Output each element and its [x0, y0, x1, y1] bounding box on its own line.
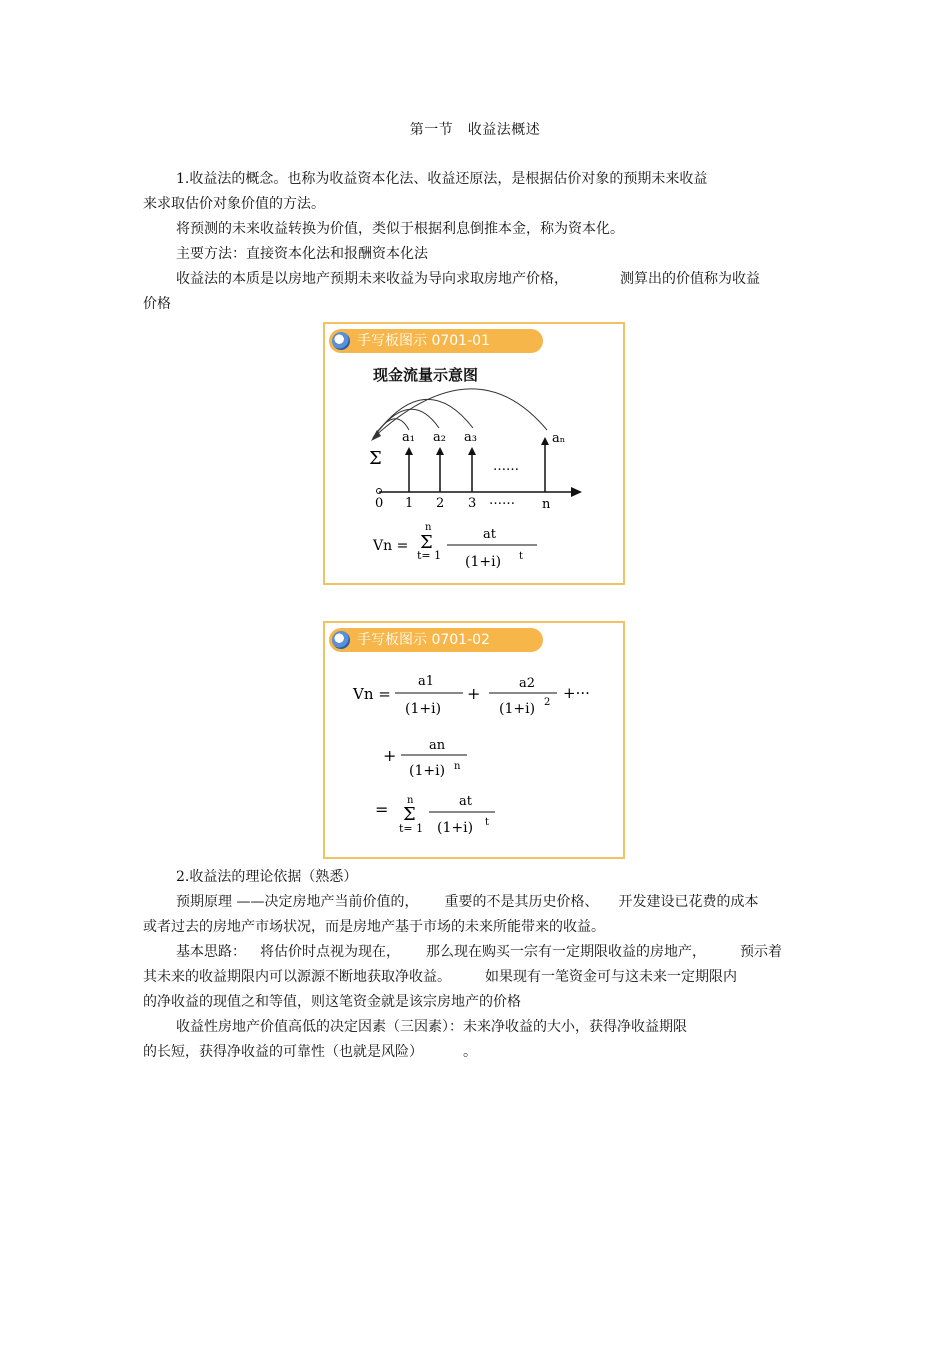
para2: 将预测的未来收益转换为价值，类似于根据利息倒推本金，称为资本化。 [176, 221, 624, 237]
p3-line1: 收益性房地产价值高低的决定因素（三因素）：未来净收益的大小，获得净收益期限 [176, 1019, 687, 1035]
formula-denominator: (1+i) [465, 554, 502, 570]
sum-symbol: Σ [369, 448, 382, 469]
figure-badge-text: 手写板图示 0701-02 [357, 632, 490, 648]
formula-expansion [325, 623, 623, 857]
figure-caption: 现金流量示意图 [373, 366, 479, 384]
sigma-bottom: t= 1 [399, 822, 424, 835]
para1-line1: 1.收益法的概念。也称为收益资本化法、收益还原法，是根据估价对象的预期未来收益 [176, 171, 708, 187]
term2-exp: 2 [544, 697, 551, 708]
p2-line1-a: 基本思路： [176, 944, 246, 960]
label-an: aₙ [552, 431, 566, 446]
sigma-top: n [407, 795, 414, 806]
formula-lhs: Vn = [373, 538, 409, 554]
para4-line2: 价格 [143, 296, 171, 312]
cash-flow-diagram [325, 324, 623, 583]
term2-den: (1+i) [499, 701, 536, 717]
arrow-3 [468, 447, 476, 455]
tick-n: n [542, 497, 551, 512]
termn-den: (1+i) [409, 763, 446, 779]
sum-den: (1+i) [437, 820, 474, 836]
formula-sigma: Σ [420, 532, 433, 553]
p2-line1-c: 那么现在购买一宗有一定期限收益的房地产， [426, 944, 706, 960]
section2-heading: 2.收益法的理论依据（熟悉） [176, 869, 358, 885]
p1-line2: 或者过去的房地产市场状况，而是房地产基于市场的未来所能带来的收益。 [143, 919, 605, 935]
p2-line2-a: 其未来的收益期限内可以源源不断地获取净收益。 [143, 969, 451, 985]
figure-badge-text: 手写板图示 0701-01 [357, 333, 490, 349]
p1-line1-b: 重要的不是其历史价格、 [444, 894, 599, 910]
para1-line2: 来求取估价对象价值的方法。 [143, 196, 325, 212]
formula-sigma-top: n [425, 522, 432, 533]
lhs: Vn = [353, 685, 391, 703]
ellipsis: +··· [563, 684, 590, 702]
term2-num: a2 [519, 676, 536, 691]
termn-num: an [429, 738, 446, 753]
axis-arrowhead [571, 487, 582, 497]
label-a3: a₃ [464, 430, 477, 445]
figure-formula [323, 621, 625, 859]
sigma: Σ [403, 804, 416, 825]
para3: 主要方法：直接资本化法和报酬资本化法 [176, 246, 428, 262]
arrow-2 [436, 447, 444, 455]
page-title: 第一节 收益法概述 [409, 122, 541, 138]
p2-line1-b: 将估价时点视为现在， [260, 944, 400, 960]
p2-line1-d: 预示着 [740, 944, 782, 960]
tick-0: 0 [375, 496, 384, 511]
para4-line1-b: 测算出的价值称为收益 [620, 271, 760, 287]
tick-dots: …… [489, 493, 515, 508]
p3-line2-b: 。 [463, 1044, 477, 1060]
formula-exp: t [519, 551, 524, 562]
sum-exp: t [485, 817, 490, 828]
p3-line2 [143, 1042, 477, 1062]
para4-line1-a: 收益法的本质是以房地产预期未来收益为导向求取房地产价格， [176, 271, 568, 287]
upper-dots: …… [493, 459, 519, 474]
p3-line2-a: 的长短，获得净收益的可靠性（也就是风险） [143, 1044, 423, 1060]
p2-line2-b: 如果现有一笔资金可与这未来一定期限内 [485, 969, 737, 985]
label-a2: a₂ [433, 430, 446, 445]
arrow-n [541, 437, 549, 445]
p2-line3: 的净收益的现值之和等值，则这笔资金就是该宗房地产的价格 [143, 994, 521, 1010]
p1-line1-a: 预期原理 ——决定房地产当前价值的， [176, 894, 419, 910]
formula-numerator: at [483, 527, 496, 542]
p2-line2 [143, 967, 737, 987]
tick-1: 1 [405, 496, 414, 511]
para4-line1 [176, 269, 760, 289]
formula-sigma-bottom: t= 1 [417, 549, 442, 562]
label-a1: a₁ [402, 430, 415, 445]
figure-cash-flow [323, 322, 625, 585]
tick-2: 2 [436, 496, 445, 511]
p1-line1 [176, 892, 758, 912]
equals: = [375, 800, 389, 819]
term1-den: (1+i) [405, 701, 442, 717]
termn-exp: n [454, 761, 461, 772]
p1-line1-c: 开发建设已花费的成本 [618, 894, 759, 910]
plus-n: + [383, 746, 397, 765]
sum-num: at [459, 794, 472, 809]
discount-arc-3 [373, 399, 473, 438]
arrow-1 [405, 447, 413, 455]
tick-3: 3 [468, 496, 477, 511]
term1-num: a1 [418, 674, 435, 689]
p2-line1 [176, 942, 782, 962]
plus-1: + [467, 684, 481, 703]
